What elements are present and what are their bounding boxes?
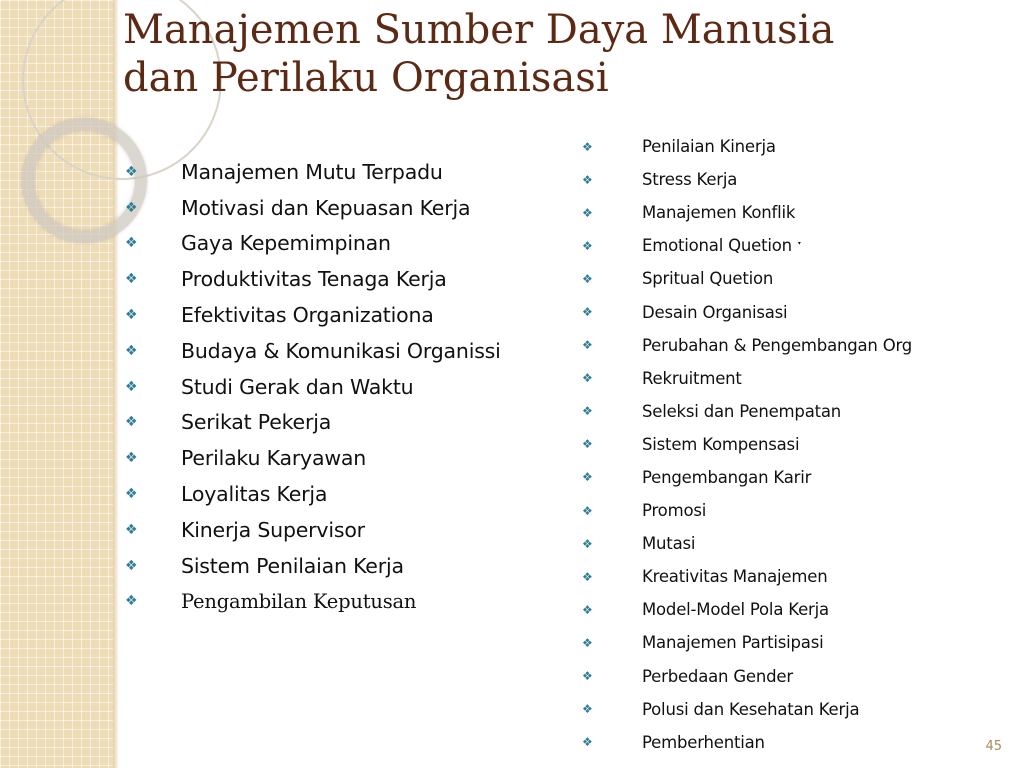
diamond-bullet-icon: ❖ [582, 238, 593, 253]
page-number: 45 [985, 739, 1002, 754]
left-list-item-text: Loyalitas Kerja [181, 482, 328, 507]
diamond-bullet-icon: ❖ [582, 669, 593, 684]
diamond-bullet-icon: ❖ [125, 593, 138, 610]
left-list-item-text: Gaya Kepemimpinan [181, 231, 391, 256]
diamond-bullet-icon: ❖ [582, 205, 593, 220]
left-list-item-text: Motivasi dan Kepuasan Kerja [181, 195, 471, 220]
diamond-bullet-icon: ❖ [582, 371, 593, 386]
diamond-bullet-icon: ❖ [582, 404, 593, 419]
left-list-item [123, 476, 501, 512]
left-list-item-text: Budaya & Komunikasi Organissi [181, 338, 501, 363]
right-list-item-text: Perbedaan Gender [642, 666, 793, 686]
right-list-item [580, 130, 912, 163]
left-list-item-text: Kinerja Supervisor [181, 517, 365, 542]
left-list-item [123, 261, 501, 297]
diamond-bullet-icon: ❖ [582, 635, 593, 650]
right-list-item [580, 461, 912, 494]
right-list-item-text: Polusi dan Kesehatan Kerja [642, 699, 860, 719]
right-list-item [580, 593, 912, 626]
diamond-bullet-icon: ❖ [582, 602, 593, 617]
right-list-item-text: Pemberhentian [642, 732, 765, 752]
left-list-item-text: Efektivitas Organizationa [181, 303, 434, 328]
diamond-bullet-icon: ❖ [582, 437, 593, 452]
left-bullet-list [123, 154, 501, 619]
right-list-item-text: Emotional Quetion ˑ [642, 236, 803, 256]
diamond-bullet-icon: ❖ [582, 338, 593, 353]
right-list-item-text: Model-Model Pola Kerja [642, 600, 829, 620]
right-bullet-list [580, 130, 912, 759]
right-list-item-text: Penilaian Kinerja [642, 137, 776, 157]
slide-title-line-1: Manajemen Sumber Daya Manusia [123, 7, 835, 53]
left-list-item-text: Sistem Penilaian Kerja [181, 553, 404, 578]
diamond-bullet-icon: ❖ [125, 378, 138, 395]
right-list-item-text: Manajemen Partisipasi [642, 633, 824, 653]
right-list-item [580, 726, 912, 759]
right-list-item-text: Promosi [642, 501, 707, 521]
right-list-item-text: Desain Organisasi [642, 302, 788, 322]
diamond-bullet-icon: ❖ [125, 271, 138, 288]
left-list-item [123, 440, 501, 476]
right-list-item [580, 229, 912, 262]
right-list-item-text: Mutasi [642, 534, 696, 554]
diamond-bullet-icon: ❖ [125, 163, 138, 180]
diamond-bullet-icon: ❖ [582, 702, 593, 717]
left-list-item-text: Serikat Pekerja [181, 410, 332, 435]
left-list-item [123, 369, 501, 405]
right-list-item [580, 295, 912, 328]
right-list-item-text: Pengembangan Karir [642, 467, 812, 487]
right-list-item [580, 693, 912, 726]
right-list-item [580, 560, 912, 593]
diamond-bullet-icon: ❖ [125, 199, 138, 216]
right-list-item [580, 395, 912, 428]
right-list-item [580, 329, 912, 362]
diamond-bullet-icon: ❖ [125, 235, 138, 252]
right-list-item-text: Rekruitment [642, 368, 742, 388]
left-list-item [123, 154, 501, 190]
right-list-item [580, 527, 912, 560]
right-list-item [580, 660, 912, 693]
right-list-item [580, 428, 912, 461]
diamond-bullet-icon: ❖ [582, 503, 593, 518]
slide-title [123, 6, 834, 102]
diamond-bullet-icon: ❖ [582, 735, 593, 750]
left-list-item [123, 190, 501, 226]
right-list-item [580, 163, 912, 196]
right-list-item-text: Kreativitas Manajemen [642, 567, 828, 587]
right-list-item-text: Seleksi dan Penempatan [642, 401, 842, 421]
right-list-item [580, 626, 912, 659]
left-list-item-text: Perilaku Karyawan [181, 446, 367, 471]
diamond-bullet-icon: ❖ [125, 521, 138, 538]
diamond-bullet-icon: ❖ [582, 271, 593, 286]
left-list-item [123, 548, 501, 584]
right-list-item [580, 196, 912, 229]
right-list-item-text: Manajemen Konflik [642, 203, 796, 223]
diamond-bullet-icon: ❖ [582, 569, 593, 584]
left-list-item-text: Pengambilan Keputusan [181, 589, 417, 613]
diamond-bullet-icon: ❖ [582, 536, 593, 551]
slide-title-line-2: dan Perilaku Organisasi [123, 55, 609, 101]
left-list-item [123, 297, 501, 333]
left-list-item-text: Studi Gerak dan Waktu [181, 374, 414, 399]
diamond-bullet-icon: ❖ [582, 470, 593, 485]
diamond-bullet-icon: ❖ [125, 557, 138, 574]
diamond-bullet-icon: ❖ [582, 139, 593, 154]
diamond-bullet-icon: ❖ [582, 305, 593, 320]
left-list-item [123, 584, 501, 620]
left-list-item [123, 226, 501, 262]
diamond-bullet-icon: ❖ [125, 342, 138, 359]
left-list-item-text: Manajemen Mutu Terpadu [181, 159, 443, 184]
left-list-item [123, 512, 501, 548]
right-list-item-text: Stress Kerja [642, 170, 738, 190]
left-list-item [123, 333, 501, 369]
right-list-item [580, 494, 912, 527]
left-list-item [123, 405, 501, 441]
right-list-item-text: Spritual Quetion [642, 269, 774, 289]
diamond-bullet-icon: ❖ [125, 450, 138, 467]
right-list-item [580, 362, 912, 395]
diamond-bullet-icon: ❖ [125, 307, 138, 324]
diamond-bullet-icon: ❖ [125, 414, 138, 431]
diamond-bullet-icon: ❖ [582, 172, 593, 187]
right-list-item-text: Perubahan & Pengembangan Org [642, 335, 913, 355]
right-list-item [580, 262, 912, 295]
left-list-item-text: Produktivitas Tenaga Kerja [181, 267, 447, 292]
diamond-bullet-icon: ❖ [125, 486, 138, 503]
right-list-item-text: Sistem Kompensasi [642, 434, 800, 454]
